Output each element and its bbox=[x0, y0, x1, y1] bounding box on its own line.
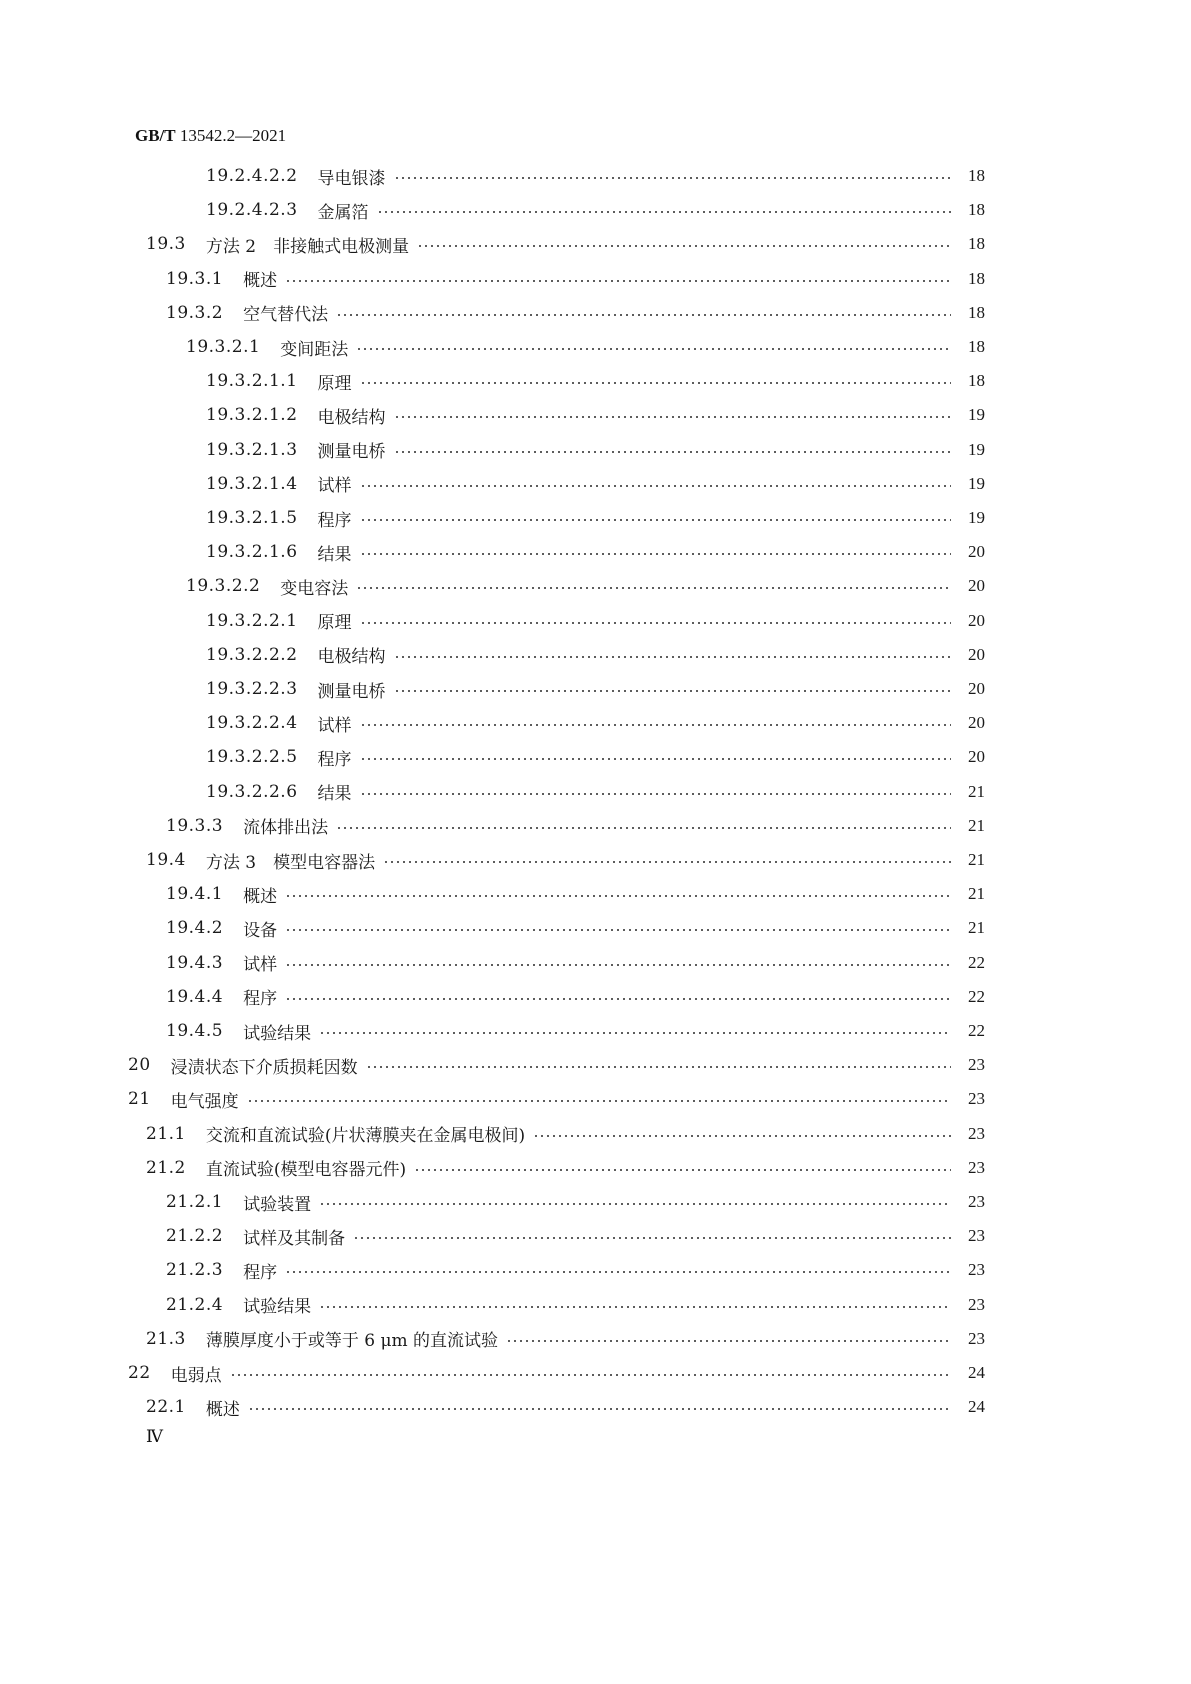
toc-entry[interactable] bbox=[166, 1188, 985, 1216]
toc-entry-title: 试验装置 bbox=[243, 1194, 312, 1215]
toc-entry-page: 20 bbox=[968, 713, 985, 733]
toc-entry[interactable] bbox=[128, 1051, 985, 1079]
toc-entry-title: 薄膜厚度小于或等于 6 μm 的直流试验 bbox=[205, 1331, 499, 1352]
toc-entry-page: 23 bbox=[968, 1055, 985, 1075]
toc-entry-number: 19.3.2.2.4 bbox=[206, 713, 298, 734]
toc-entry-page: 18 bbox=[968, 371, 985, 391]
toc-entry-title: 试样 bbox=[317, 476, 352, 497]
toc-entry-title: 测量电桥 bbox=[317, 681, 386, 702]
toc-dot-leader bbox=[394, 416, 951, 418]
toc-entry-title: 电极结构 bbox=[317, 407, 386, 428]
toc-entry-page: 23 bbox=[968, 1089, 985, 1109]
toc-entry-title: 程序 bbox=[317, 510, 352, 531]
toc-entry-title: 概述 bbox=[205, 1399, 240, 1420]
toc-entry-number: 21.3 bbox=[146, 1328, 186, 1349]
toc-entry-page: 21 bbox=[968, 850, 985, 869]
toc-dot-leader bbox=[353, 1237, 951, 1239]
toc-entry-number: 19.3.2.2.3 bbox=[206, 679, 298, 699]
toc-entry-number: 21.1 bbox=[146, 1123, 186, 1144]
toc-entry[interactable] bbox=[166, 812, 985, 840]
toc-entry[interactable] bbox=[206, 778, 985, 806]
toc-dot-leader bbox=[360, 793, 951, 795]
toc-entry-number: 19.4.1 bbox=[166, 884, 224, 905]
toc-entry-page: 23 bbox=[968, 1328, 985, 1348]
toc-entry-title: 概述 bbox=[243, 271, 278, 292]
toc-entry-title: 方法 2 非接触式电极测量 bbox=[205, 236, 410, 257]
toc-entry-number: 19.3.2.2.1 bbox=[206, 610, 298, 631]
toc-dot-leader bbox=[319, 1306, 951, 1308]
toc-entry[interactable] bbox=[166, 1017, 985, 1045]
toc-entry-page: 20 bbox=[968, 747, 985, 767]
toc-dot-leader bbox=[285, 1271, 951, 1273]
toc-entry-title: 程序 bbox=[243, 1262, 278, 1283]
toc-entry-page: 23 bbox=[968, 1226, 985, 1246]
standard-header bbox=[135, 126, 286, 146]
toc-dot-leader bbox=[414, 1169, 951, 1171]
toc-entry-page: 23 bbox=[968, 1192, 985, 1211]
toc-dot-leader bbox=[360, 519, 951, 521]
toc-entry-title: 电气强度 bbox=[170, 1091, 239, 1112]
toc-entry-title: 金属箔 bbox=[317, 202, 369, 223]
toc-entry-title: 概述 bbox=[243, 886, 278, 907]
toc-entry-title: 试验结果 bbox=[243, 1023, 312, 1044]
toc-entry[interactable] bbox=[206, 607, 985, 635]
toc-entry-title: 流体排出法 bbox=[243, 818, 329, 839]
toc-entry-page: 21 bbox=[968, 781, 985, 801]
toc-dot-leader bbox=[247, 1100, 951, 1102]
toc-dot-leader bbox=[394, 451, 951, 453]
toc-entry[interactable] bbox=[206, 367, 985, 395]
toc-dot-leader bbox=[417, 245, 951, 247]
toc-entry[interactable] bbox=[166, 1256, 985, 1284]
toc-entry[interactable] bbox=[206, 162, 985, 190]
toc-entry[interactable] bbox=[206, 709, 985, 737]
toc-entry-title: 设备 bbox=[243, 920, 278, 941]
toc-entry[interactable] bbox=[166, 1222, 985, 1250]
toc-entry[interactable] bbox=[166, 299, 985, 327]
toc-entry-number: 19.3.2 bbox=[166, 302, 224, 323]
toc-entry-title: 原理 bbox=[317, 373, 352, 394]
toc-entry-title: 程序 bbox=[317, 749, 352, 770]
toc-dot-leader bbox=[285, 964, 951, 966]
toc-entry[interactable] bbox=[186, 333, 985, 361]
toc-entry-number: 21.2.1 bbox=[166, 1192, 224, 1212]
toc-entry-page: 24 bbox=[968, 1397, 985, 1417]
toc-entry-title: 试样 bbox=[317, 715, 352, 736]
toc-dot-leader bbox=[366, 1066, 951, 1068]
toc-entry-number: 19.3.2.1.2 bbox=[206, 405, 298, 426]
toc-entry-title: 变电容法 bbox=[280, 578, 349, 599]
toc-entry-number: 19.3.2.1.4 bbox=[206, 473, 298, 494]
toc-entry-page: 18 bbox=[968, 166, 985, 185]
toc-entry-title: 原理 bbox=[317, 613, 352, 634]
toc-entry[interactable] bbox=[146, 230, 985, 258]
toc-dot-leader bbox=[360, 758, 951, 760]
toc-entry-title: 程序 bbox=[243, 989, 278, 1010]
toc-dot-leader bbox=[360, 622, 951, 624]
toc-entry-page: 20 bbox=[968, 679, 985, 698]
toc-entry-title: 试验结果 bbox=[243, 1297, 312, 1318]
toc-entry-page: 24 bbox=[968, 1363, 985, 1382]
toc-entry-title: 方法 3 模型电容器法 bbox=[205, 852, 376, 873]
toc-entry-page: 21 bbox=[968, 884, 985, 904]
toc-entry-page: 18 bbox=[968, 200, 985, 220]
toc-entry-page: 21 bbox=[968, 918, 985, 938]
toc-entry-page: 23 bbox=[968, 1260, 985, 1280]
toc-entry-number: 22 bbox=[128, 1363, 151, 1383]
toc-entry-page: 20 bbox=[968, 576, 985, 596]
toc-entry-title: 变间距法 bbox=[280, 339, 349, 360]
toc-entry[interactable] bbox=[206, 743, 985, 771]
toc-entry-number: 20 bbox=[128, 1055, 151, 1076]
toc-dot-leader bbox=[360, 553, 951, 555]
toc-entry-number: 19.4.3 bbox=[166, 952, 224, 973]
toc-dot-leader bbox=[230, 1374, 951, 1376]
toc-entry-page: 21 bbox=[968, 815, 985, 835]
toc-entry[interactable] bbox=[146, 1393, 985, 1421]
toc-entry-number: 21.2.4 bbox=[166, 1294, 224, 1315]
toc-entry-page: 20 bbox=[968, 610, 985, 630]
toc-dot-leader bbox=[394, 656, 951, 658]
toc-dot-leader bbox=[319, 1203, 951, 1205]
page-number-roman: Ⅳ bbox=[146, 1427, 163, 1446]
toc-entry-number: 19.3.2.1 bbox=[186, 337, 261, 357]
toc-entry[interactable] bbox=[206, 538, 985, 566]
toc-entry-title: 结果 bbox=[317, 784, 352, 805]
toc-dot-leader bbox=[377, 211, 951, 213]
toc-entry[interactable] bbox=[166, 983, 985, 1011]
toc-entry[interactable] bbox=[166, 880, 985, 908]
toc-entry-page: 18 bbox=[968, 234, 985, 254]
toc-dot-leader bbox=[285, 998, 951, 1000]
toc-dot-leader bbox=[506, 1340, 951, 1342]
toc-dot-leader bbox=[336, 827, 951, 829]
toc-entry-number: 19.3.2.2.2 bbox=[206, 644, 298, 665]
toc-entry-number: 19.3.3 bbox=[166, 815, 224, 836]
toc-entry-number: 19.2.4.2.3 bbox=[206, 200, 298, 221]
toc-dot-leader bbox=[356, 587, 951, 589]
toc-dot-leader bbox=[285, 280, 951, 282]
toc-entry-number: 19.4 bbox=[146, 850, 186, 870]
toc-entry-number: 19.3.2.2 bbox=[186, 576, 261, 597]
toc-entry-number: 19.3.2.1.5 bbox=[206, 508, 298, 528]
toc-entry-title: 电弱点 bbox=[170, 1365, 222, 1386]
toc-entry-page: 18 bbox=[968, 268, 985, 288]
toc-entry-title: 导电银漆 bbox=[317, 168, 386, 189]
toc-entry-page: 20 bbox=[968, 542, 985, 562]
toc-entry-page: 23 bbox=[968, 1123, 985, 1143]
toc-entry[interactable] bbox=[206, 401, 985, 429]
toc-entry[interactable] bbox=[166, 1291, 985, 1319]
toc-entry-page: 20 bbox=[968, 644, 985, 664]
toc-dot-leader bbox=[360, 485, 951, 487]
toc-dot-leader bbox=[285, 895, 951, 897]
toc-dot-leader bbox=[533, 1135, 951, 1137]
toc-entry-number: 21.2.2 bbox=[166, 1226, 224, 1247]
toc-entry-number: 19.3.2.1.3 bbox=[206, 439, 298, 460]
toc-dot-leader bbox=[248, 1408, 951, 1410]
toc-entry-title: 试样及其制备 bbox=[243, 1228, 346, 1249]
toc-entry[interactable] bbox=[206, 436, 985, 464]
toc-entry[interactable] bbox=[166, 265, 985, 293]
toc-entry-number: 19.3 bbox=[146, 234, 186, 255]
toc-entry-number: 21.2 bbox=[146, 1157, 186, 1178]
toc-entry[interactable] bbox=[166, 949, 985, 977]
standard-prefix: GB/T bbox=[135, 126, 176, 145]
toc-entry-title: 浸渍状态下介质损耗因数 bbox=[170, 1057, 358, 1078]
toc-entry-title: 结果 bbox=[317, 544, 352, 565]
toc-entry-page: 18 bbox=[968, 337, 985, 356]
toc-entry-number: 19.4.5 bbox=[166, 1021, 224, 1041]
standard-number: 13542.2—2021 bbox=[179, 126, 287, 145]
toc-entry[interactable] bbox=[128, 1085, 985, 1113]
toc-entry-title: 电极结构 bbox=[317, 647, 386, 668]
toc-entry-page: 19 bbox=[968, 439, 985, 459]
toc-entry-page: 19 bbox=[968, 473, 985, 493]
toc-entry[interactable] bbox=[186, 572, 985, 600]
toc-dot-leader bbox=[336, 314, 951, 316]
toc-dot-leader bbox=[360, 724, 951, 726]
toc-entry-title: 空气替代法 bbox=[243, 305, 329, 326]
toc-dot-leader bbox=[394, 690, 951, 692]
toc-entry-number: 19.3.2.1.1 bbox=[206, 371, 298, 392]
toc-entry-number: 19.3.2.1.6 bbox=[206, 542, 298, 563]
toc-entry-page: 19 bbox=[968, 508, 985, 527]
toc-entry-page: 22 bbox=[968, 1021, 985, 1040]
toc-dot-leader bbox=[285, 929, 951, 931]
toc-entry[interactable] bbox=[166, 914, 985, 942]
toc-entry-number: 22.1 bbox=[146, 1397, 186, 1418]
toc-dot-leader bbox=[394, 177, 951, 179]
toc-entry-page: 23 bbox=[968, 1157, 985, 1177]
toc-entry-number: 19.2.4.2.2 bbox=[206, 166, 298, 186]
toc-entry-page: 18 bbox=[968, 302, 985, 322]
toc-entry[interactable] bbox=[206, 641, 985, 669]
toc-entry[interactable] bbox=[206, 196, 985, 224]
toc-entry[interactable] bbox=[146, 1325, 985, 1353]
toc-entry-page: 22 bbox=[968, 952, 985, 972]
toc-entry-title: 试样 bbox=[243, 955, 278, 976]
toc-entry-number: 19.3.2.2.6 bbox=[206, 781, 298, 802]
toc-entry-page: 19 bbox=[968, 405, 985, 425]
toc-entry[interactable] bbox=[206, 675, 985, 703]
toc-entry-number: 21.2.3 bbox=[166, 1260, 224, 1281]
toc-entry-number: 19.3.1 bbox=[166, 268, 224, 289]
toc-dot-leader bbox=[383, 861, 951, 863]
toc-dot-leader bbox=[319, 1032, 951, 1034]
toc-entry-title: 直流试验(模型电容器元件) bbox=[205, 1160, 407, 1181]
toc-entry-number: 19.4.4 bbox=[166, 986, 224, 1007]
toc-entry[interactable] bbox=[206, 504, 985, 532]
toc-entry-number: 19.3.2.2.5 bbox=[206, 747, 298, 768]
toc-entry[interactable] bbox=[146, 1120, 985, 1148]
toc-entry-title: 测量电桥 bbox=[317, 442, 386, 463]
toc-entry[interactable] bbox=[128, 1359, 985, 1387]
toc-entry[interactable] bbox=[146, 846, 985, 874]
toc-dot-leader bbox=[360, 382, 951, 384]
toc-entry-title: 交流和直流试验(片状薄膜夹在金属电极间) bbox=[205, 1126, 526, 1147]
toc-entry-number: 21 bbox=[128, 1089, 151, 1110]
toc-dot-leader bbox=[356, 348, 951, 350]
toc-entry-page: 23 bbox=[968, 1294, 985, 1314]
toc-entry[interactable] bbox=[146, 1154, 985, 1182]
toc-entry-number: 19.4.2 bbox=[166, 918, 224, 939]
toc-entry[interactable] bbox=[206, 470, 985, 498]
toc-entry-page: 22 bbox=[968, 986, 985, 1006]
